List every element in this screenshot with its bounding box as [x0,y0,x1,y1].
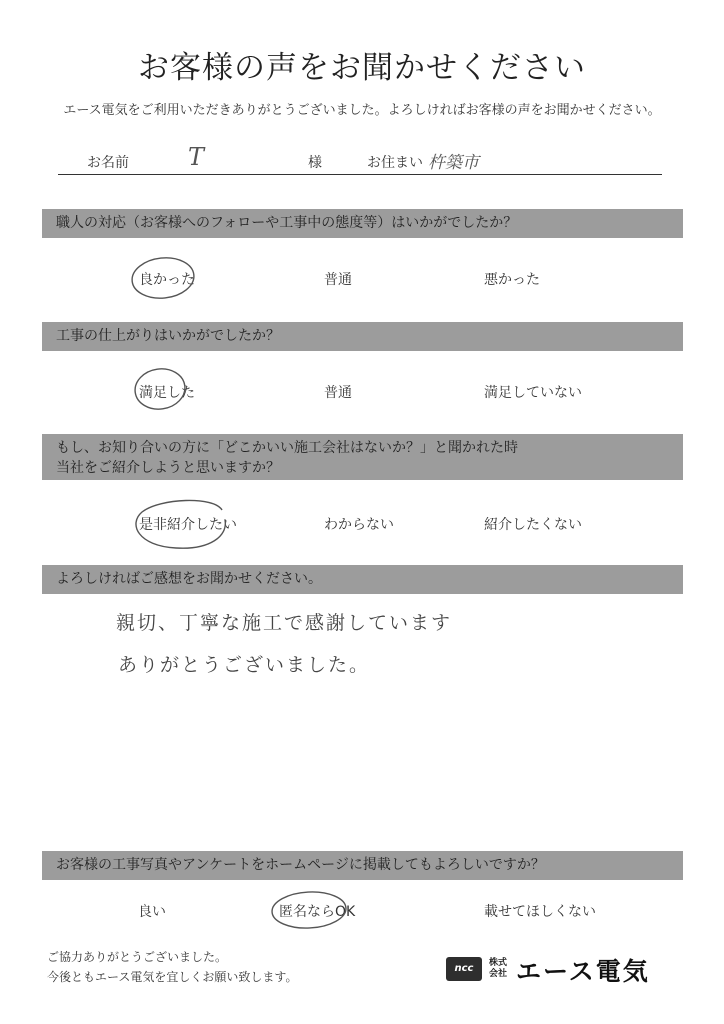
footer-line-1: ご協力ありがとうございました。 [47,950,228,964]
q5-selection-circle [271,890,347,930]
address-value: 杵築市 [428,153,479,173]
q2-option-satisfied[interactable]: 満足した [139,385,195,401]
company-type-label [489,958,507,980]
q3-selection-circle [136,500,225,548]
q1-option-good[interactable]: 良かった [139,272,195,288]
footer-thanks [47,947,297,987]
company-name: エース電気 [516,957,650,986]
company-type-bottom: 会社 [489,969,508,979]
q2-option-unsatisfied[interactable]: 満足していない [484,385,582,401]
honorific-label: 様 [308,155,322,171]
q2-selection-circle [132,366,187,413]
comment-line-2: ありがとうございました。 [118,654,371,676]
q3-option-unsure[interactable]: わからない [324,517,394,533]
company-logo-mark: ncc [446,957,482,981]
q1-option-bad[interactable]: 悪かった [484,272,540,288]
question-3-line2: 当社をご紹介しようと思いますか？ [56,460,280,476]
address-label: お住まい [367,155,423,171]
q3-option-no[interactable]: 紹介したくない [484,517,582,533]
q5-option-ok[interactable]: 良い [138,904,166,920]
name-label: お名前 [87,155,129,171]
q5-option-anonymous[interactable]: 匿名ならOK [279,904,356,920]
company-type-top: 株式 [489,958,508,968]
question-5-bar: お客様の工事写真やアンケートをホームページに掲載してもよろしいですか？ [42,851,683,880]
footer-line-2: 今後ともエース電気を宜しくお願い致します。 [47,970,298,984]
q2-option-normal[interactable]: 普通 [324,385,352,401]
question-2-bar: 工事の仕上がりはいかがでしたか？ [42,322,683,351]
comment-line-1: 親切、丁寧な施工で感謝しています [116,612,453,634]
page-title: お客様の声をお聞かせください [138,50,586,86]
question-4-bar: よろしければご感想をお聞かせください。 [42,565,683,594]
name-value: T [188,143,205,171]
q1-option-normal[interactable]: 普通 [324,272,352,288]
question-3-line1: もし、お知り合いの方に「どこかいい施工会社はないか？」と聞かれた時 [56,440,518,456]
q3-option-yes[interactable]: 是非紹介したい [139,517,237,533]
question-1-bar: 職人の対応（お客様へのフォローや工事中の態度等）はいかがでしたか？ [42,209,683,238]
page-subtitle: エース電気をご利用いただきありがとうございました。よろしければお客様の声をお聞かせください。 [63,103,661,118]
q1-selection-circle [130,255,196,301]
q5-option-no[interactable]: 載せてほしくない [484,904,596,920]
